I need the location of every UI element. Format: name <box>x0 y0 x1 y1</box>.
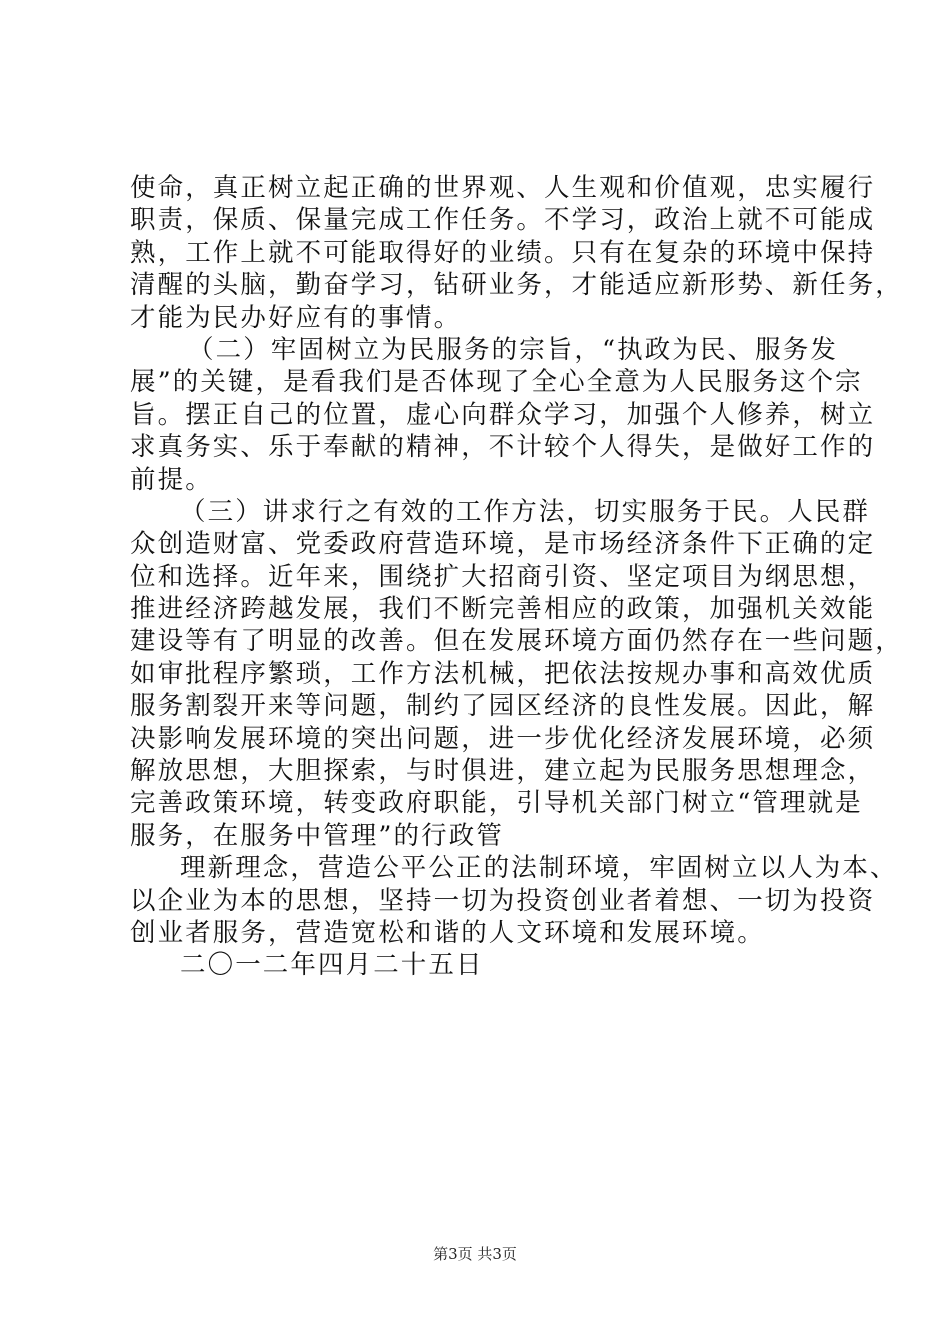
text-line-indented: （二）牢固树立为民服务的宗旨，“执政为民、服务发 <box>188 334 838 365</box>
text-line: 求真务实、乐于奉献的精神，不计较个人得失，是做好工作的 <box>130 432 876 463</box>
text-line: 熟，工作上就不可能取得好的业绩。只有在复杂的环境中保持 <box>130 237 876 268</box>
text-line: 以企业为本的思想，坚持一切为投资创业者着想、一切为投资 <box>130 885 876 916</box>
text-line: 展”的关键，是看我们是否体现了全心全意为人民服务这个宗 <box>130 367 863 398</box>
document-body <box>130 172 903 982</box>
text-line: 使命，真正树立起正确的世界观、人生观和价值观，忠实履行 <box>130 173 876 203</box>
text-line: 创业者服务，营造宽松和谐的人文环境和发展环境。 <box>130 917 765 948</box>
text-line: 位和选择。近年来，围绕扩大招商引资、坚定项目为纲思想， <box>130 561 876 592</box>
text-line: 解放思想，大胆探索，与时俱进，建立起为民服务思想理念， <box>130 756 876 787</box>
text-line: 推进经济跨越发展，我们不断完善相应的政策，加强机关效能 <box>130 594 876 625</box>
text-line: 清醒的头脑，勤奋学习，钻研业务，才能适应新形势、新任务， <box>130 270 903 301</box>
text-line: 才能为民办好应有的事情。 <box>130 302 462 333</box>
text-line: 职责，保质、保量完成工作任务。不学习，政治上就不可能成 <box>130 205 876 236</box>
text-line: 前提。 <box>130 464 213 495</box>
date-line: 二〇一二年四月二十五日 <box>180 950 484 981</box>
text-line: 旨。摆正自己的位置，虚心向群众学习，加强个人修养，树立 <box>130 399 876 430</box>
text-line: 服务，在服务中管理”的行政管 <box>130 820 504 851</box>
text-line: 众创造财富、党委政府营造环境，是市场经济条件下正确的定 <box>130 529 876 560</box>
text-line-indented: 理新理念，营造公平公正的法制环境，牢固树立以人为本、 <box>180 853 898 884</box>
text-line: 建设等有了明显的改善。但在发展环境方面仍然存在一些问题， <box>130 626 903 657</box>
text-line-indented: （三）讲求行之有效的工作方法，切实服务于民。人民群 <box>180 496 871 527</box>
text-line: 决影响发展环境的突出问题，进一步优化经济发展环境，必须 <box>130 723 876 754</box>
page-footer: 第3页 共3页 <box>433 1245 517 1263</box>
text-line: 完善政策环境，转变政府职能，引导机关部门树立“管理就是 <box>130 788 863 819</box>
text-line: 如审批程序繁琐，工作方法机械，把依法按规办事和高效优质 <box>130 658 876 689</box>
text-line: 服务割裂开来等问题，制约了园区经济的良性发展。因此，解 <box>130 691 876 722</box>
